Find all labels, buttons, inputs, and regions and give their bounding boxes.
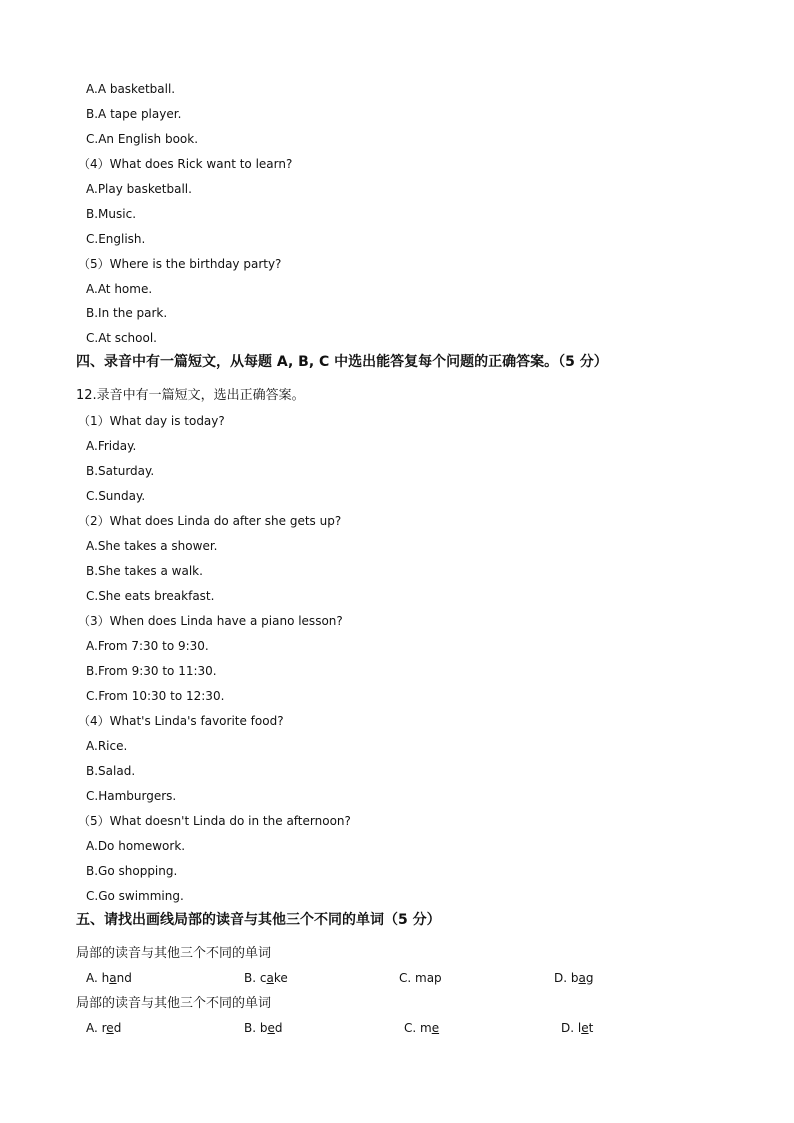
choice-d: D. bag [554,971,594,985]
choice-d: D. let [561,1021,594,1035]
group-prompt: 局部的读音与其他三个不同的单词 [76,996,272,1011]
question-text: （5）What doesn't Linda do in the afternoon? [78,814,351,828]
option-c: C.Hamburgers. [86,789,177,803]
option-b: B.Salad. [86,764,136,778]
group-prompt: 局部的读音与其他三个不同的单词 [76,946,272,961]
section-intro: 12.录音中有一篇短文，选出正确答案。 [76,388,305,403]
option-a: A.A basketball. [86,82,176,96]
choice-c: C. me [404,1021,440,1035]
option-c: C.Sunday. [86,489,146,503]
choice-a: A. red [86,1021,122,1035]
option-a: A.From 7:30 to 9:30. [86,639,209,653]
question-text: （5）Where is the birthday party? [78,257,282,271]
option-a: A.She takes a shower. [86,539,218,553]
option-c: C.Go swimming. [86,889,184,903]
option-b: B.In the park. [86,306,168,320]
choice-b: B. cake [244,971,288,985]
option-b: B.Go shopping. [86,864,178,878]
option-b: B.From 9:30 to 11:30. [86,664,217,678]
question-text: （4）What's Linda's favorite food? [78,714,284,728]
option-c: C.English. [86,232,146,246]
section-heading: 四、录音中有一篇短文，从每题 A, B, C 中选出能答复每个问题的正确答案。（5 分） [76,354,608,370]
choice-c: C. map [399,971,442,985]
choice-b: B. bed [244,1021,283,1035]
question-text: （1）What day is today? [78,414,225,428]
option-c: C.She eats breakfast. [86,589,215,603]
option-a: A.At home. [86,282,153,296]
question-text: （3）When does Linda have a piano lesson? [78,614,343,628]
option-c: C.From 10:30 to 12:30. [86,689,225,703]
option-b: B.Saturday. [86,464,155,478]
option-a: A.Play basketball. [86,182,192,196]
option-b: B.She takes a walk. [86,564,203,578]
option-b: B.Music. [86,207,137,221]
question-text: （2）What does Linda do after she gets up? [78,514,342,528]
option-a: A.Rice. [86,739,128,753]
section-heading: 五、请找出画线局部的读音与其他三个不同的单词（5 分） [76,912,441,928]
question-text: （4）What does Rick want to learn? [78,157,293,171]
choice-a: A. hand [86,971,132,985]
option-a: A.Do homework. [86,839,186,853]
option-c: C.At school. [86,331,157,345]
option-b: B.A tape player. [86,107,182,121]
option-a: A.Friday. [86,439,137,453]
option-c: C.An English book. [86,132,199,146]
